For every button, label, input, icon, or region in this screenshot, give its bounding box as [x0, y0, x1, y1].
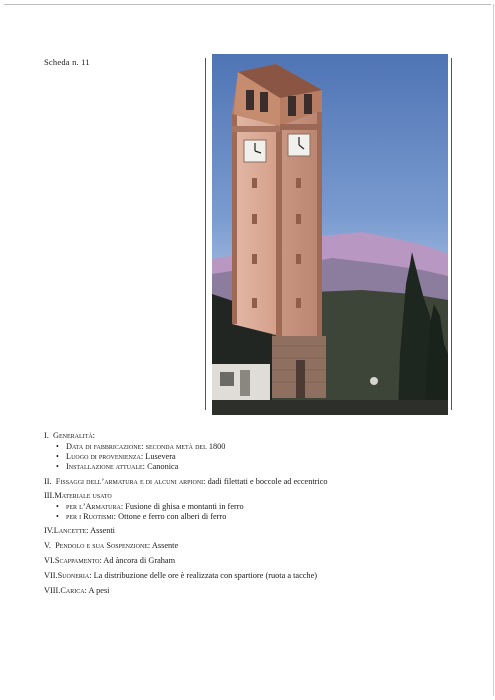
scheda-number: Scheda n. 11 [44, 57, 90, 67]
section-6: VI.Scappamento: Ad àncora di Graham [44, 556, 176, 565]
subitem-installazione-attuale: • Installazione attuale: Canonica [66, 462, 178, 472]
section-5: V. Pendolo e sua Sospenzione: Assente [44, 541, 179, 550]
subitem-luogo-provenienza: • Luogo di provenienza: Lusevera [66, 452, 176, 462]
page-top-rule [4, 4, 491, 5]
section-2: II. Fissaggi dell’armatura e di alcuni arpioni: dadi filettati e boccole ad eccentrico [44, 477, 328, 486]
section-8: VIII.Carica: A pesi [44, 586, 110, 595]
page-right-edge [493, 4, 494, 696]
photo-border-right [451, 58, 452, 410]
section-4: IV.Lancette: Assenti [44, 526, 115, 535]
subitem-armatura: • per l’Armatura: Fusione di ghisa e montanti in ferro [66, 502, 244, 512]
section-3: III.Materiale usato [44, 491, 112, 500]
section-1 [44, 431, 95, 441]
section-number: I. [44, 431, 49, 440]
subitem-ruotismi: • per i Ruotismi: Ottone e ferro con alberi di ferro [66, 512, 226, 522]
subitem-data-fabbricazione: • Data di fabbricazione: seconda metà del 1800 [66, 442, 225, 452]
section-7: VII.Suoneria: La distribuzione delle ore è realizzata con spartiore (ruota a tacche) [44, 571, 318, 580]
section-title: Generalità: [53, 431, 95, 440]
bell-tower-photo [212, 54, 448, 415]
photo-border-left [205, 58, 206, 410]
